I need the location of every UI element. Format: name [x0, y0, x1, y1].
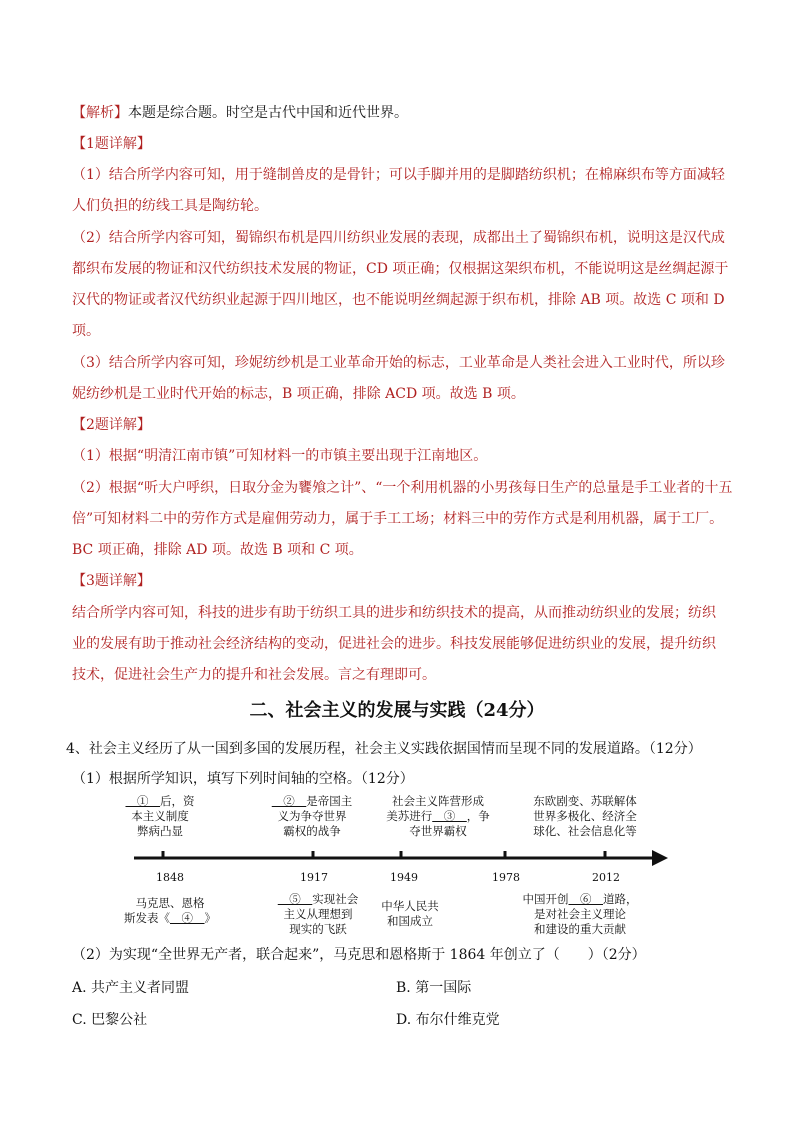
option-d[interactable]: D. 布尔什维克党 — [396, 1012, 500, 1028]
timeline-bottom-label-4 — [515, 892, 645, 937]
q1-detail-header: 【1题详解】 — [72, 136, 151, 152]
q1-detail-line-6: 项。 — [72, 323, 100, 339]
bot1-line-b-post: 》 — [204, 911, 216, 925]
timeline-year-1949: 1949 — [390, 871, 418, 884]
option-a[interactable]: A. 共产主义者同盟 — [72, 980, 190, 996]
timeline-top-label-4 — [520, 794, 650, 839]
top3-line-c: 夺世界霸权 — [409, 824, 467, 838]
timeline-year-1917: 1917 — [300, 871, 328, 884]
bot2-line-a: 实现社会 — [312, 892, 359, 906]
bot4-line-a-pre: 中国开创 — [522, 892, 569, 906]
top2-line-c: 霸权的战争 — [283, 824, 341, 838]
timeline-arrow-head — [652, 850, 668, 866]
timeline-top-label-1 — [110, 794, 210, 839]
top1-line-a: 后，资 — [160, 794, 195, 808]
bot1-line-b-pre: 斯发表《 — [124, 911, 170, 925]
blank-3: ③ — [432, 809, 467, 823]
bot3-line-b: 和国成立 — [387, 914, 433, 928]
timeline-year-2012: 2012 — [592, 871, 620, 884]
timeline-bottom-label-1 — [120, 896, 220, 926]
q4-sub2: （2）为实现“全世界无产者，联合起来”，马克思和恩格斯于 1864 年创立了（ ）（2分） — [72, 947, 646, 963]
timeline-top-label-3 — [378, 794, 498, 839]
timeline-bottom-label-2 — [268, 892, 368, 937]
top4-line-c: 球化、社会信息化等 — [533, 824, 637, 838]
q1-detail-line-4: 都织布发展的物证和汉代纺织技术发展的物证，CD 项正确；仅根据这架织布机，不能说明这是丝绸起源于 — [72, 261, 729, 277]
timeline-bottom-label-3 — [370, 899, 450, 929]
analysis-text: 本题是综合题。时空是古代中国和近代世界。 — [128, 105, 408, 121]
q3-detail-line-2: 业的发展有助于推动社会经济结构的变动，促进社会的进步。科技发展能够促进纺织业的发展，提升纺织 — [72, 636, 716, 652]
section-title: 二、社会主义的发展与实践（24分） — [249, 700, 545, 721]
bot4-line-a-post: 道路， — [603, 892, 638, 906]
top3-line-b-pre: 美苏进行 — [386, 809, 433, 823]
bot3-line-a: 中华人民共 — [381, 899, 439, 913]
q1-detail-line-3: （2）结合所学内容可知，蜀锦织布机是四川纺织业发展的表现，成都出土了蜀锦织布机，说明这是汉代成 — [72, 230, 725, 246]
top4-line-a: 东欧剧变、苏联解体 — [533, 794, 637, 808]
q1-detail-line-2: 人们负担的纺线工具是陶纺轮。 — [72, 198, 268, 214]
q4-stem: 4、社会主义经历了从一国到多国的发展历程，社会主义实践依据国情而呈现不同的发展道路。（12分） — [66, 741, 702, 757]
blank-4: ④ — [170, 911, 205, 925]
option-c[interactable]: C. 巴黎公社 — [72, 1012, 148, 1028]
q2-detail-header: 【2题详解】 — [72, 417, 151, 433]
q2-detail-line-2: （2）根据“听大户呼织，日取分金为饔飧之计”、“一个利用机器的小男孩每日生产的总量是手工业者的十五 — [72, 480, 733, 496]
bot2-line-c: 现实的飞跃 — [289, 922, 347, 936]
top2-line-b: 义为争夺世界 — [277, 809, 347, 823]
blank-1: ① — [125, 794, 160, 808]
blank-5: ⑤ — [277, 892, 313, 906]
q3-detail-line-3: 技术，促进社会生产力的提升和社会发展。言之有理即可。 — [72, 667, 436, 683]
bot4-line-c: 和建设的重大贡献 — [534, 922, 626, 936]
top1-line-b: 本主义制度 — [131, 809, 189, 823]
q1-detail-line-5: 汉代的物证或者汉代纺织业起源于四川地区，也不能说明丝绸起源于织布机，排除 AB 项。故选 C 项和 D — [72, 292, 725, 308]
q3-detail-header: 【3题详解】 — [72, 573, 151, 589]
q4-sub1: （1）根据所学知识，填写下列时间轴的空格。（12分） — [72, 771, 414, 787]
q2-detail-line-3: 倍”可知材料二中的劳作方式是雇佣劳动力，属于手工工场；材料三中的劳作方式是利用机器，属于工厂。 — [72, 511, 724, 527]
option-b[interactable]: B. 第一国际 — [396, 980, 472, 996]
q1-detail-line-1: （1）结合所学内容可知，用于缝制兽皮的是骨针；可以手脚并用的是脚踏纺织机；在棉麻织布等方面减轻 — [72, 167, 725, 183]
blank-6: ⑥ — [568, 892, 603, 906]
q1-detail-line-8: 妮纺纱机是工业时代开始的标志，B 项正确，排除 ACD 项。故选 B 项。 — [72, 386, 525, 402]
q3-detail-line-1: 结合所学内容可知，科技的进步有助于纺织工具的进步和纺织技术的提高，从而推动纺织业的发展；纺织 — [72, 605, 716, 621]
q2-detail-line-4: BC 项正确，排除 AD 项。故选 B 项和 C 项。 — [72, 542, 363, 558]
timeline-year-1848: 1848 — [156, 871, 184, 884]
blank-2: ② — [271, 794, 307, 808]
q2-detail-line-1: （1）根据“明清江南市镇”可知材料一的市镇主要出现于江南地区。 — [72, 448, 488, 464]
bot1-line-a: 马克思、恩格 — [135, 896, 205, 910]
top3-line-b-post: ，争 — [466, 809, 490, 823]
analysis-label: 【解析】 — [72, 105, 128, 121]
timeline-year-1978: 1978 — [492, 871, 520, 884]
bot2-line-b: 主义从理想到 — [283, 907, 353, 921]
top1-line-c: 弊病凸显 — [137, 824, 183, 838]
top4-line-b: 世界多极化、经济全 — [533, 809, 637, 823]
top2-line-a: 是帝国主 — [306, 794, 353, 808]
q1-detail-line-7: （3）结合所学内容可知，珍妮纺纱机是工业革命开始的标志，工业革命是人类社会进入工业时代，所以珍 — [72, 355, 725, 371]
bot4-line-b: 是对社会主义理论 — [534, 907, 626, 921]
timeline-top-label-2 — [262, 794, 362, 839]
top3-line-a: 社会主义阵营形成 — [392, 794, 484, 808]
